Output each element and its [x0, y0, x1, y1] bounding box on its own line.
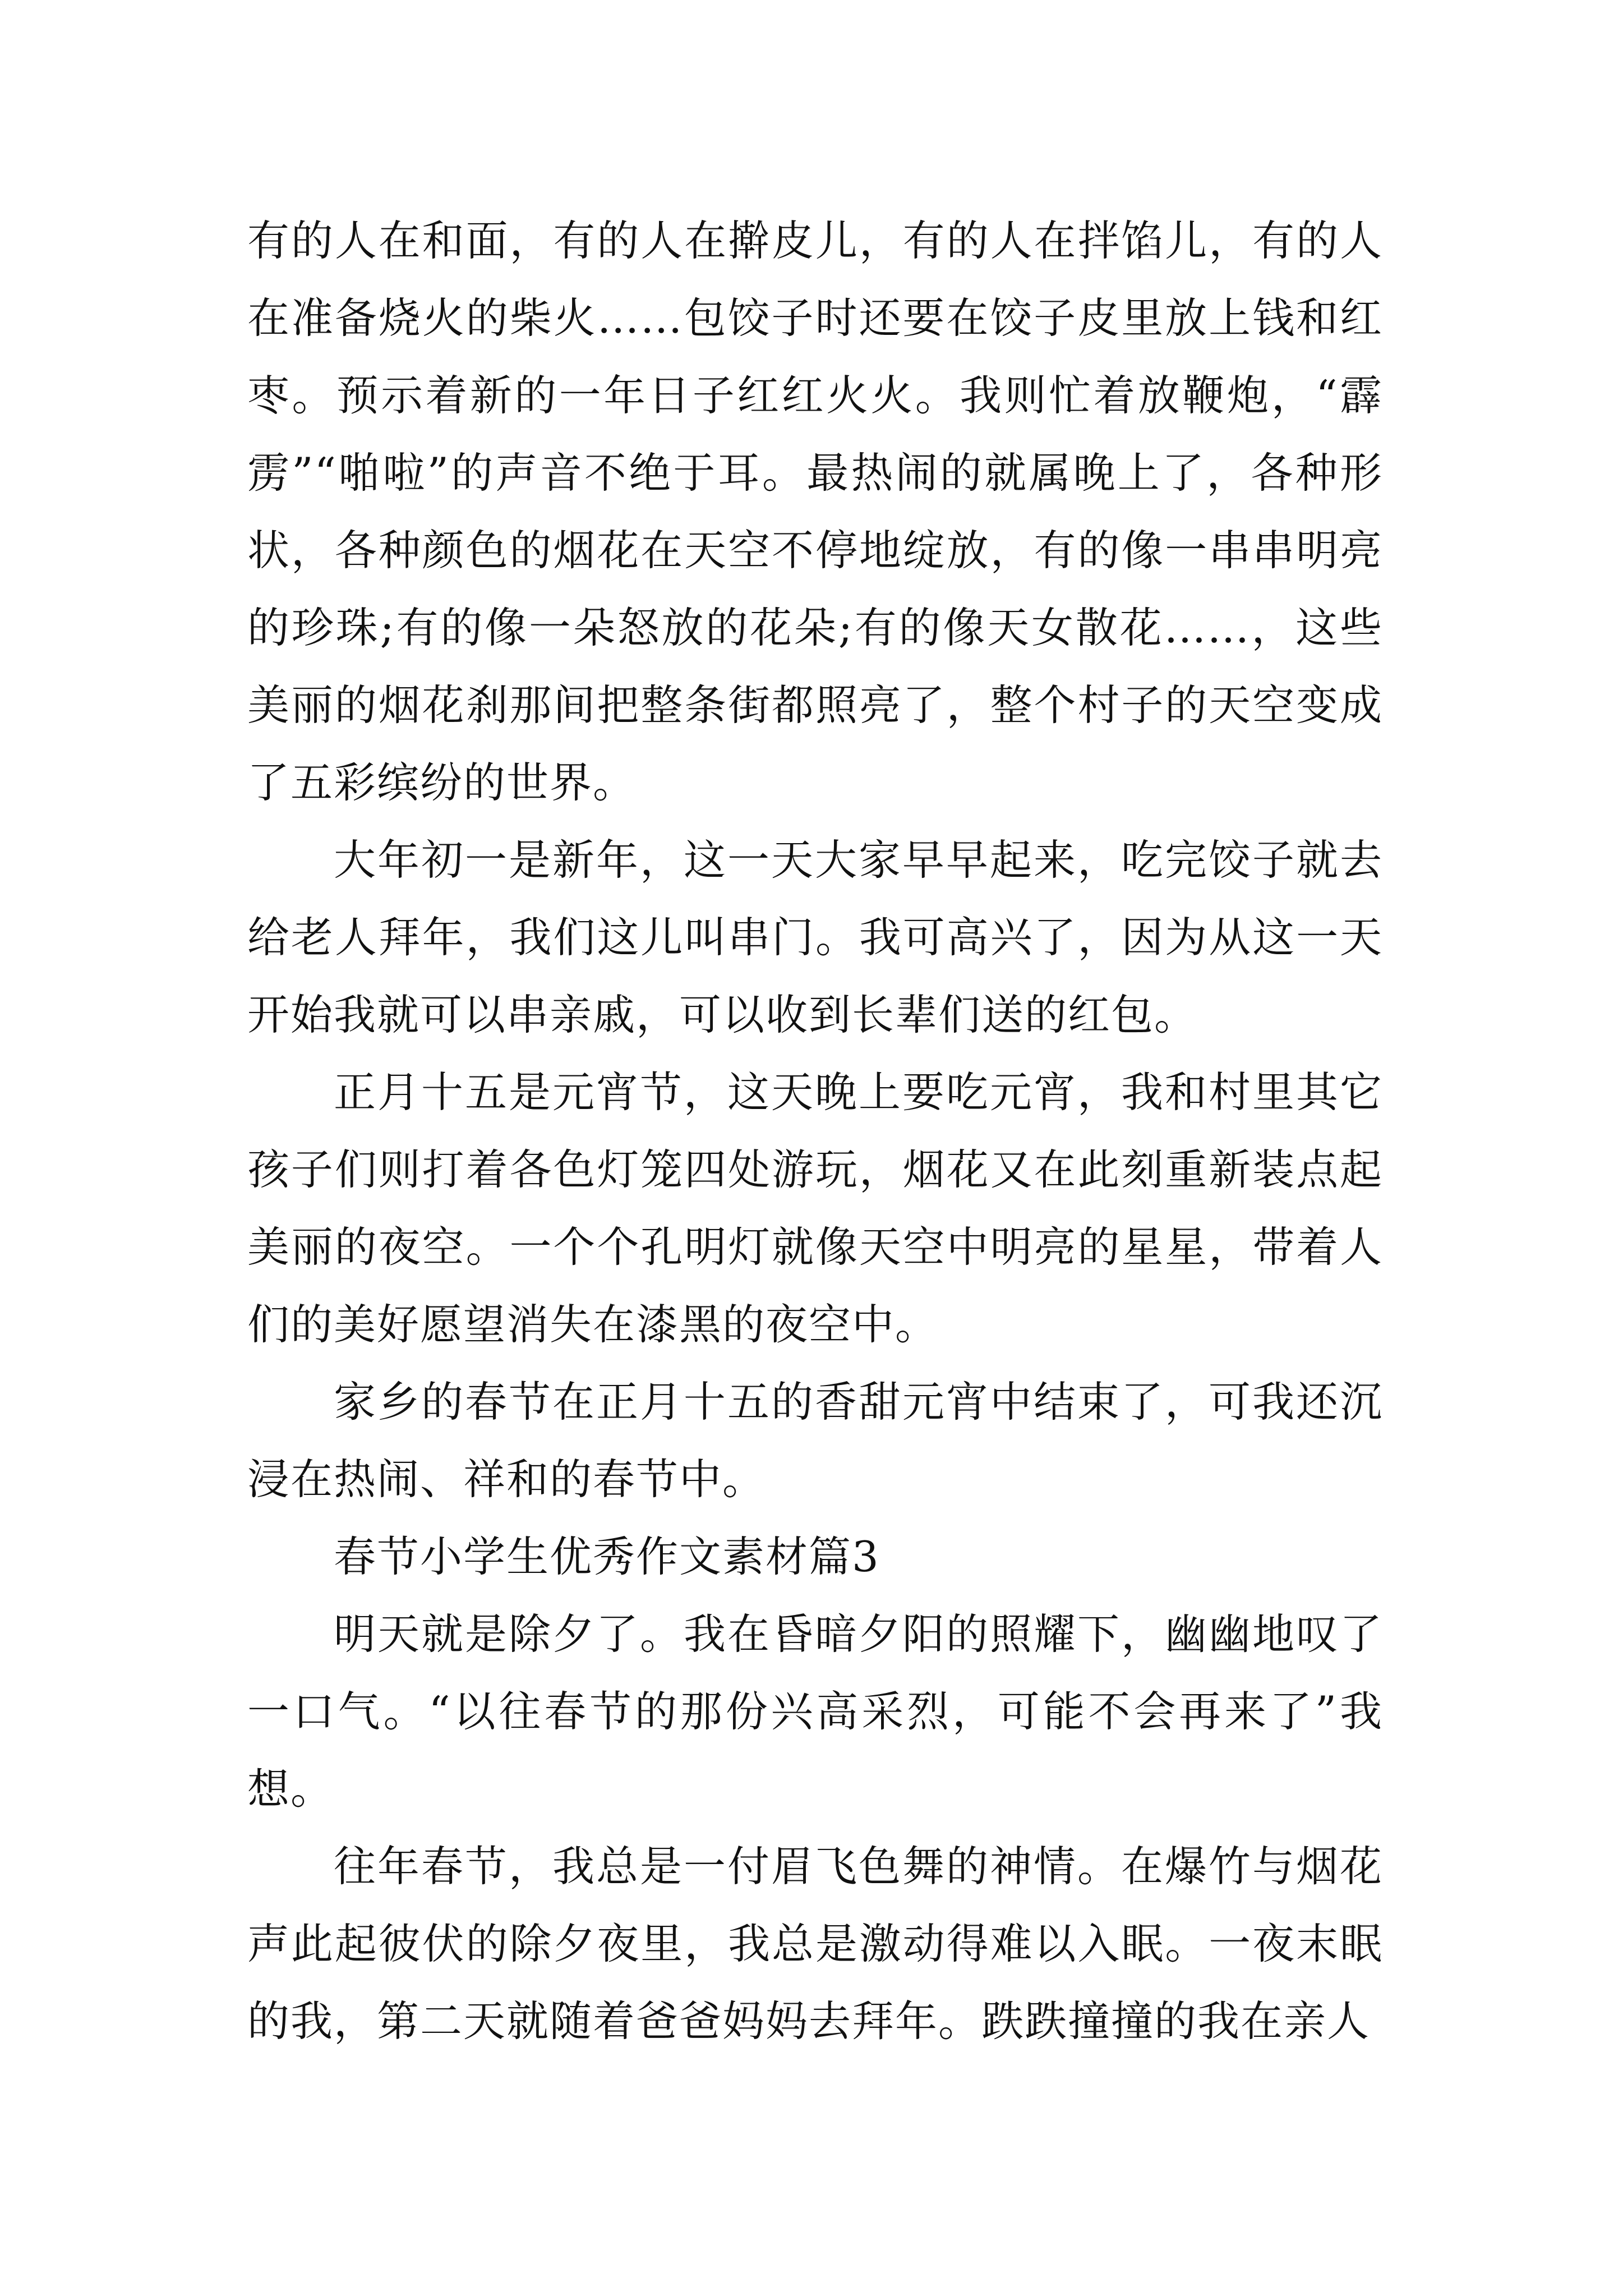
paragraph-new-year-day: 大年初一是新年，这一天大家早早起来，吃完饺子就去给老人拜年，我们这儿叫串门。我可高兴了，因为从这一天开始我就可以串亲戚，可以收到长辈们送的红包。: [247, 835, 1383, 1039]
document-body: [247, 202, 1383, 2060]
paragraph-new-year-eve: 明天就是除夕了。我在昏暗夕阳的照耀下，幽幽地叹了一口气。“以往春节的那份兴高采烈，可能不会再来了”我想。: [247, 1609, 1383, 1814]
paragraph-past-spring-festival: 往年春节，我总是一付眉飞色舞的神情。在爆竹与烟花声此起彼伏的除夕夜里，我总是激动得难以入眠。一夜末眠的我，第二天就随着爸爸妈妈去拜年。跌跌撞撞的我在亲人: [247, 1842, 1383, 2046]
paragraph-festival-end: 家乡的春节在正月十五的香甜元宵中结束了，可我还沉浸在热闹、祥和的春节中。: [247, 1377, 1383, 1504]
paragraph-fireworks: 有的人在和面，有的人在擀皮儿，有的人在拌馅儿，有的人在准备烧火的柴火……包饺子时还要在饺子皮里放上钱和红枣。预示着新的一年日子红红火火。我则忙着放鞭炮，“霹雳”“啪啦”的声音不绝于耳。最热闹的就属晚上了，各种形状，各种颜色的烟花在天空不停地绽放，有的像一串串明亮的珍珠;有的像一朵怒放的花朵;有的像天女散花……，这些美丽的烟花刹那间把整条街都照亮了，整个村子的天空变成了五彩缤纷的世界。: [247, 216, 1383, 807]
paragraph-lantern-festival: 正月十五是元宵节，这天晚上要吃元宵，我和村里其它孩子们则打着各色灯笼四处游玩，烟花又在此刻重新装点起美丽的夜空。一个个孔明灯就像天空中明亮的星星，带着人们的美好愿望消失在漆黑的夜空中。: [247, 1068, 1383, 1349]
section-heading: 春节小学生优秀作文素材篇3: [334, 1532, 880, 1581]
